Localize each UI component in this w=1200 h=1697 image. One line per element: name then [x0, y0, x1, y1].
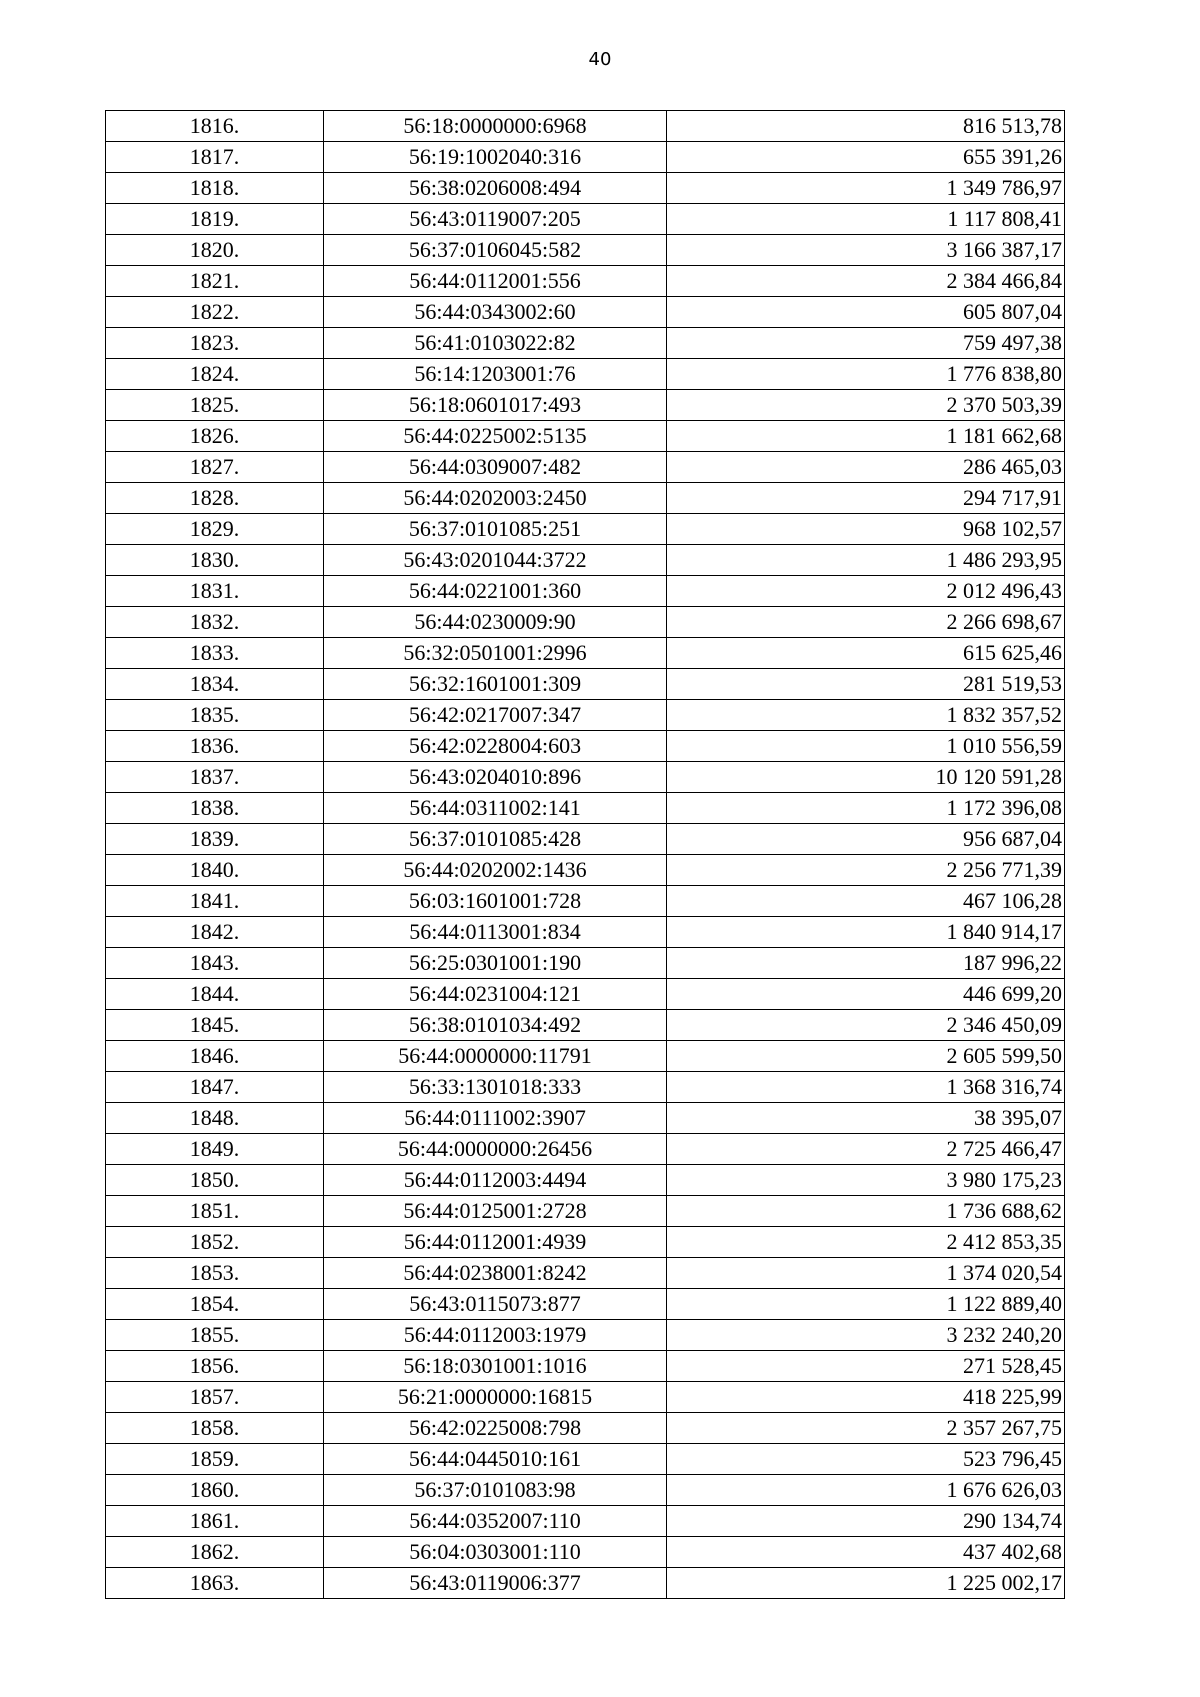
cadastral-number-cell: 56:44:0311002:141	[324, 793, 667, 824]
cadastral-number-cell: 56:18:0301001:1016	[324, 1351, 667, 1382]
cadastral-number-cell: 56:19:1002040:316	[324, 142, 667, 173]
table-row	[106, 235, 1065, 266]
value-cell: 2 012 496,43	[667, 576, 1065, 607]
table-row	[106, 1413, 1065, 1444]
row-number-cell: 1861.	[106, 1506, 324, 1537]
value-cell: 271 528,45	[667, 1351, 1065, 1382]
value-cell: 2 370 503,39	[667, 390, 1065, 421]
cadastral-number-cell: 56:21:0000000:16815	[324, 1382, 667, 1413]
row-number-cell: 1832.	[106, 607, 324, 638]
table-row	[106, 1475, 1065, 1506]
row-number-cell: 1817.	[106, 142, 324, 173]
table-row	[106, 1351, 1065, 1382]
row-number-cell: 1853.	[106, 1258, 324, 1289]
table-row	[106, 266, 1065, 297]
value-cell: 286 465,03	[667, 452, 1065, 483]
value-cell: 2 412 853,35	[667, 1227, 1065, 1258]
cadastral-number-cell: 56:43:0119006:377	[324, 1568, 667, 1599]
value-cell: 187 996,22	[667, 948, 1065, 979]
cadastral-number-cell: 56:44:0111002:3907	[324, 1103, 667, 1134]
cadastral-number-cell: 56:44:0000000:11791	[324, 1041, 667, 1072]
table-row	[106, 762, 1065, 793]
table-row	[106, 142, 1065, 173]
row-number-cell: 1820.	[106, 235, 324, 266]
cadastral-number-cell: 56:37:0101083:98	[324, 1475, 667, 1506]
cadastral-number-cell: 56:44:0202002:1436	[324, 855, 667, 886]
row-number-cell: 1846.	[106, 1041, 324, 1072]
cadastral-number-cell: 56:03:1601001:728	[324, 886, 667, 917]
table-row	[106, 173, 1065, 204]
value-cell: 1 181 662,68	[667, 421, 1065, 452]
cadastral-number-cell: 56:18:0601017:493	[324, 390, 667, 421]
row-number-cell: 1850.	[106, 1165, 324, 1196]
cadastral-number-cell: 56:44:0225002:5135	[324, 421, 667, 452]
row-number-cell: 1825.	[106, 390, 324, 421]
table-row	[106, 576, 1065, 607]
table-row	[106, 545, 1065, 576]
cadastral-number-cell: 56:44:0343002:60	[324, 297, 667, 328]
table-row	[106, 204, 1065, 235]
table-row	[106, 1072, 1065, 1103]
row-number-cell: 1822.	[106, 297, 324, 328]
cadastral-number-cell: 56:44:0112001:4939	[324, 1227, 667, 1258]
value-cell: 1 225 002,17	[667, 1568, 1065, 1599]
cadastral-number-cell: 56:37:0106045:582	[324, 235, 667, 266]
cadastral-number-cell: 56:14:1203001:76	[324, 359, 667, 390]
row-number-cell: 1863.	[106, 1568, 324, 1599]
table-row	[106, 669, 1065, 700]
cadastral-number-cell: 56:42:0228004:603	[324, 731, 667, 762]
table-row	[106, 886, 1065, 917]
value-cell: 968 102,57	[667, 514, 1065, 545]
table-row	[106, 421, 1065, 452]
table-row	[106, 297, 1065, 328]
table-row	[106, 1568, 1065, 1599]
table-row	[106, 1227, 1065, 1258]
value-cell: 2 725 466,47	[667, 1134, 1065, 1165]
value-cell: 10 120 591,28	[667, 762, 1065, 793]
row-number-cell: 1849.	[106, 1134, 324, 1165]
cadastral-number-cell: 56:44:0202003:2450	[324, 483, 667, 514]
registry-table	[105, 110, 1065, 1599]
table-row	[106, 1537, 1065, 1568]
cadastral-number-cell: 56:44:0231004:121	[324, 979, 667, 1010]
table-row	[106, 607, 1065, 638]
value-cell: 1 736 688,62	[667, 1196, 1065, 1227]
cadastral-number-cell: 56:44:0238001:8242	[324, 1258, 667, 1289]
row-number-cell: 1852.	[106, 1227, 324, 1258]
table-row	[106, 1258, 1065, 1289]
row-number-cell: 1856.	[106, 1351, 324, 1382]
row-number-cell: 1851.	[106, 1196, 324, 1227]
value-cell: 1 368 316,74	[667, 1072, 1065, 1103]
value-cell: 38 395,07	[667, 1103, 1065, 1134]
value-cell: 3 232 240,20	[667, 1320, 1065, 1351]
cadastral-number-cell: 56:38:0101034:492	[324, 1010, 667, 1041]
value-cell: 1 840 914,17	[667, 917, 1065, 948]
value-cell: 467 106,28	[667, 886, 1065, 917]
row-number-cell: 1826.	[106, 421, 324, 452]
row-number-cell: 1829.	[106, 514, 324, 545]
value-cell: 523 796,45	[667, 1444, 1065, 1475]
row-number-cell: 1842.	[106, 917, 324, 948]
value-cell: 2 346 450,09	[667, 1010, 1065, 1041]
value-cell: 1 172 396,08	[667, 793, 1065, 824]
cadastral-number-cell: 56:33:1301018:333	[324, 1072, 667, 1103]
table-row	[106, 824, 1065, 855]
cadastral-number-cell: 56:44:0221001:360	[324, 576, 667, 607]
value-cell: 1 832 357,52	[667, 700, 1065, 731]
value-cell: 1 486 293,95	[667, 545, 1065, 576]
value-cell: 759 497,38	[667, 328, 1065, 359]
value-cell: 281 519,53	[667, 669, 1065, 700]
cadastral-number-cell: 56:43:0201044:3722	[324, 545, 667, 576]
table-row	[106, 359, 1065, 390]
value-cell: 2 357 267,75	[667, 1413, 1065, 1444]
row-number-cell: 1830.	[106, 545, 324, 576]
value-cell: 615 625,46	[667, 638, 1065, 669]
value-cell: 1 117 808,41	[667, 204, 1065, 235]
table-row	[106, 390, 1065, 421]
row-number-cell: 1854.	[106, 1289, 324, 1320]
table-row	[106, 948, 1065, 979]
value-cell: 446 699,20	[667, 979, 1065, 1010]
table-row	[106, 1103, 1065, 1134]
cadastral-number-cell: 56:44:0112001:556	[324, 266, 667, 297]
value-cell: 605 807,04	[667, 297, 1065, 328]
row-number-cell: 1836.	[106, 731, 324, 762]
cadastral-number-cell: 56:37:0101085:428	[324, 824, 667, 855]
cadastral-number-cell: 56:42:0217007:347	[324, 700, 667, 731]
row-number-cell: 1862.	[106, 1537, 324, 1568]
row-number-cell: 1816.	[106, 111, 324, 142]
row-number-cell: 1824.	[106, 359, 324, 390]
table-row	[106, 1196, 1065, 1227]
cadastral-number-cell: 56:43:0115073:877	[324, 1289, 667, 1320]
value-cell: 2 256 771,39	[667, 855, 1065, 886]
cadastral-number-cell: 56:44:0309007:482	[324, 452, 667, 483]
cadastral-number-cell: 56:44:0352007:110	[324, 1506, 667, 1537]
value-cell: 2 384 466,84	[667, 266, 1065, 297]
table-row	[106, 917, 1065, 948]
row-number-cell: 1821.	[106, 266, 324, 297]
cadastral-number-cell: 56:44:0000000:26456	[324, 1134, 667, 1165]
row-number-cell: 1835.	[106, 700, 324, 731]
value-cell: 290 134,74	[667, 1506, 1065, 1537]
value-cell: 1 349 786,97	[667, 173, 1065, 204]
cadastral-number-cell: 56:44:0112003:4494	[324, 1165, 667, 1196]
row-number-cell: 1818.	[106, 173, 324, 204]
value-cell: 437 402,68	[667, 1537, 1065, 1568]
value-cell: 956 687,04	[667, 824, 1065, 855]
table-row	[106, 111, 1065, 142]
row-number-cell: 1855.	[106, 1320, 324, 1351]
row-number-cell: 1831.	[106, 576, 324, 607]
table-row	[106, 1444, 1065, 1475]
table-row	[106, 514, 1065, 545]
cadastral-number-cell: 56:25:0301001:190	[324, 948, 667, 979]
cadastral-number-cell: 56:44:0112003:1979	[324, 1320, 667, 1351]
row-number-cell: 1848.	[106, 1103, 324, 1134]
row-number-cell: 1834.	[106, 669, 324, 700]
row-number-cell: 1843.	[106, 948, 324, 979]
table-row	[106, 1289, 1065, 1320]
table-row	[106, 1506, 1065, 1537]
cadastral-number-cell: 56:44:0113001:834	[324, 917, 667, 948]
cadastral-number-cell: 56:32:0501001:2996	[324, 638, 667, 669]
cadastral-number-cell: 56:41:0103022:82	[324, 328, 667, 359]
table-row	[106, 1320, 1065, 1351]
row-number-cell: 1819.	[106, 204, 324, 235]
row-number-cell: 1838.	[106, 793, 324, 824]
cadastral-number-cell: 56:42:0225008:798	[324, 1413, 667, 1444]
value-cell: 1 776 838,80	[667, 359, 1065, 390]
value-cell: 1 374 020,54	[667, 1258, 1065, 1289]
row-number-cell: 1828.	[106, 483, 324, 514]
cadastral-number-cell: 56:44:0230009:90	[324, 607, 667, 638]
row-number-cell: 1833.	[106, 638, 324, 669]
value-cell: 418 225,99	[667, 1382, 1065, 1413]
row-number-cell: 1860.	[106, 1475, 324, 1506]
value-cell: 1 010 556,59	[667, 731, 1065, 762]
cadastral-number-cell: 56:04:0303001:110	[324, 1537, 667, 1568]
row-number-cell: 1847.	[106, 1072, 324, 1103]
row-number-cell: 1837.	[106, 762, 324, 793]
cadastral-number-cell: 56:37:0101085:251	[324, 514, 667, 545]
row-number-cell: 1827.	[106, 452, 324, 483]
cadastral-number-cell: 56:44:0445010:161	[324, 1444, 667, 1475]
table-row	[106, 1010, 1065, 1041]
table-row	[106, 793, 1065, 824]
table-row	[106, 1165, 1065, 1196]
value-cell: 3 980 175,23	[667, 1165, 1065, 1196]
value-cell: 3 166 387,17	[667, 235, 1065, 266]
table-row	[106, 1041, 1065, 1072]
row-number-cell: 1840.	[106, 855, 324, 886]
registry-table-body	[106, 111, 1065, 1599]
value-cell: 816 513,78	[667, 111, 1065, 142]
table-row	[106, 1382, 1065, 1413]
row-number-cell: 1839.	[106, 824, 324, 855]
row-number-cell: 1858.	[106, 1413, 324, 1444]
row-number-cell: 1841.	[106, 886, 324, 917]
value-cell: 2 605 599,50	[667, 1041, 1065, 1072]
table-row	[106, 328, 1065, 359]
row-number-cell: 1859.	[106, 1444, 324, 1475]
page-number: 40	[588, 49, 612, 70]
value-cell: 294 717,91	[667, 483, 1065, 514]
table-row	[106, 483, 1065, 514]
value-cell: 655 391,26	[667, 142, 1065, 173]
cadastral-number-cell: 56:43:0204010:896	[324, 762, 667, 793]
table-row	[106, 638, 1065, 669]
table-row	[106, 979, 1065, 1010]
cadastral-number-cell: 56:32:1601001:309	[324, 669, 667, 700]
table-row	[106, 855, 1065, 886]
value-cell: 1 676 626,03	[667, 1475, 1065, 1506]
row-number-cell: 1845.	[106, 1010, 324, 1041]
table-row	[106, 452, 1065, 483]
row-number-cell: 1823.	[106, 328, 324, 359]
row-number-cell: 1844.	[106, 979, 324, 1010]
table-row	[106, 1134, 1065, 1165]
cadastral-number-cell: 56:43:0119007:205	[324, 204, 667, 235]
row-number-cell: 1857.	[106, 1382, 324, 1413]
cadastral-number-cell: 56:44:0125001:2728	[324, 1196, 667, 1227]
table-row	[106, 700, 1065, 731]
table-row	[106, 731, 1065, 762]
value-cell: 1 122 889,40	[667, 1289, 1065, 1320]
cadastral-number-cell: 56:18:0000000:6968	[324, 111, 667, 142]
cadastral-number-cell: 56:38:0206008:494	[324, 173, 667, 204]
value-cell: 2 266 698,67	[667, 607, 1065, 638]
